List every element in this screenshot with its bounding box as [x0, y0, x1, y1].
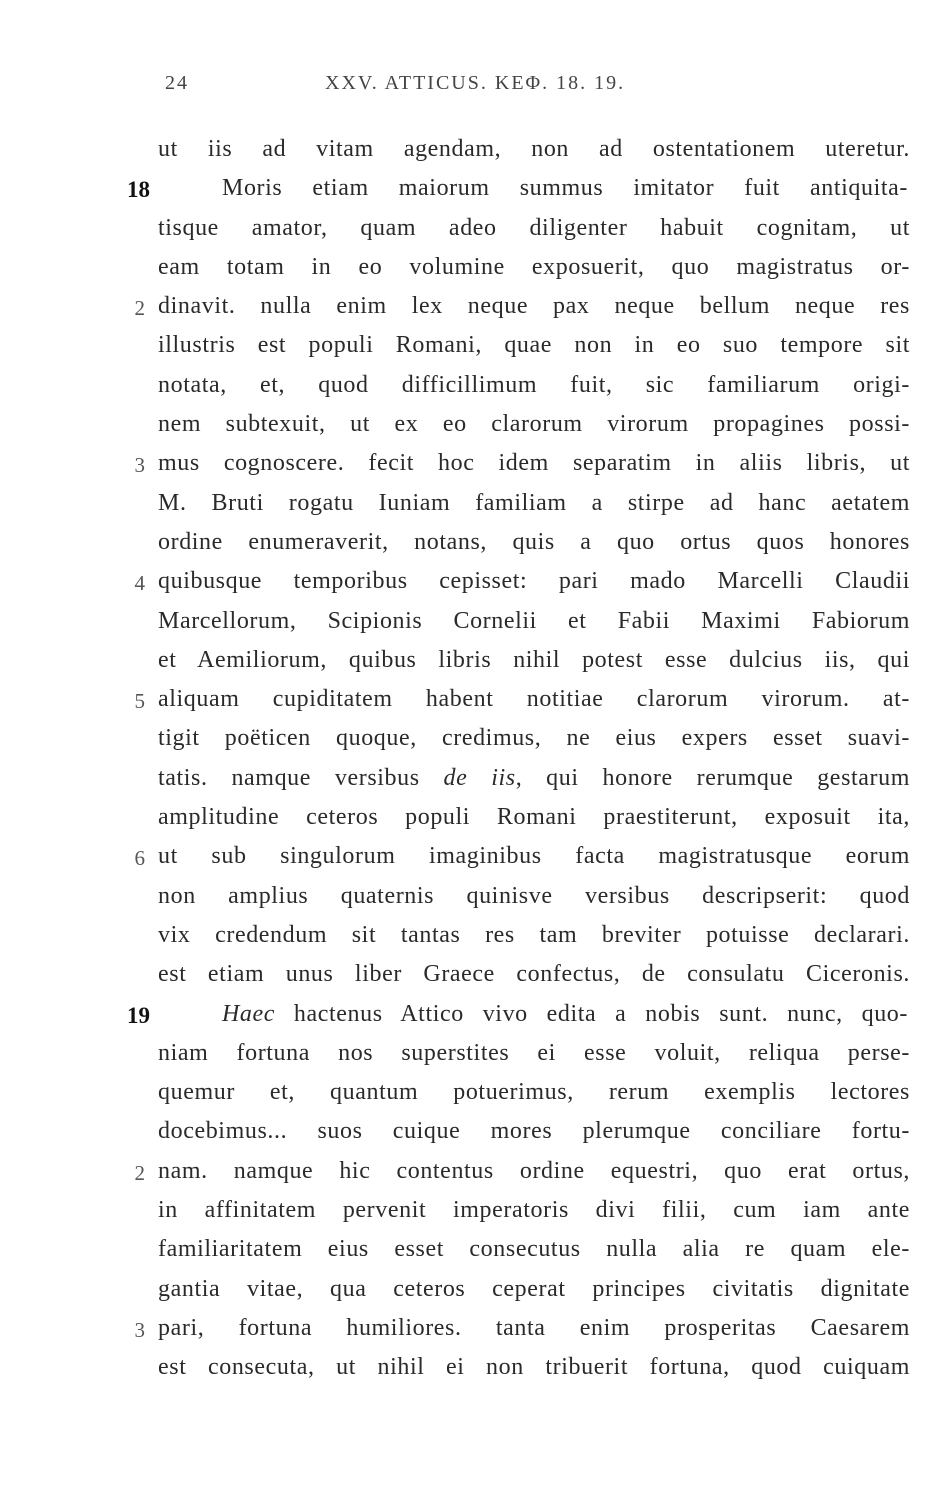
line-text: in affinitatem pervenit imperatoris divi filii, cum iam ante — [158, 1197, 910, 1224]
text-line — [0, 328, 947, 367]
line-text: nam. namque hic contentus ordine equestri, quo erat ortus, — [158, 1157, 910, 1184]
text-line — [0, 1232, 947, 1271]
section-number: 6 — [134, 846, 145, 871]
line-text: tigit poëticen quoque, credimus, ne eius expers esset suavi- — [158, 725, 910, 752]
section-number: 4 — [134, 571, 145, 596]
text-line — [0, 604, 947, 643]
text-line — [0, 997, 947, 1036]
section-number: 2 — [134, 1160, 145, 1185]
line-text: ut iis ad vitam agendam, non ad ostentationem uteretur. — [158, 136, 910, 162]
chapter-number: 19 — [127, 1002, 150, 1028]
text-line — [0, 250, 947, 289]
line-text: amplitudine ceteros populi Romani praestiterunt, exposuit ita, — [158, 804, 910, 831]
text-line — [0, 171, 947, 210]
section-number: 5 — [134, 689, 145, 714]
text-line — [0, 486, 947, 525]
line-text: M. Bruti rogatu Iuniam familiam a stirpe ad hanc aetatem — [158, 489, 910, 516]
text-line — [0, 289, 947, 328]
text-line — [0, 879, 947, 918]
text-line — [0, 1114, 947, 1153]
text-line — [0, 918, 947, 957]
text-line — [0, 1272, 947, 1311]
text-line — [0, 368, 947, 407]
text-line — [0, 800, 947, 839]
text-line — [0, 211, 947, 250]
line-text: eam totam in eo volumine exposuerit, quo magistratus or- — [158, 253, 910, 280]
line-text: gantia vitae, qua ceteros ceperat principes civitatis dignitate — [158, 1275, 910, 1302]
line-text-before: tatis. namque versibus — [158, 764, 444, 791]
text-line — [0, 1193, 947, 1232]
running-head — [165, 72, 725, 102]
line-text: notata, et, quod difficillimum fuit, sic familiarum origi- — [158, 371, 910, 398]
text-body — [0, 132, 947, 1390]
line-text: nem subtexuit, ut ex eo clarorum virorum propagines possi- — [158, 411, 910, 438]
text-line — [0, 407, 947, 446]
line-text: est etiam unus liber Graece confectus, de consulatu Ciceronis. — [158, 961, 910, 988]
line-text: non amplius quaternis quinisve versibus descripserit: quod — [158, 882, 910, 909]
text-line — [0, 446, 947, 485]
line-text — [158, 761, 910, 795]
line-text-after: , qui honore rerumque gestarum — [515, 764, 910, 791]
text-line — [0, 1036, 947, 1075]
section-number: 3 — [134, 1317, 145, 1342]
line-text: ut sub singulorum imaginibus facta magistratusque eorum — [158, 843, 910, 870]
text-line — [0, 682, 947, 721]
line-text-rest: hactenus Attico vivo edita a nobis sunt. nunc, quo- — [275, 1000, 908, 1027]
line-text: vix credendum sit tantas res tam breviter potuisse declarari. — [158, 921, 910, 948]
line-text: illustris est populi Romani, quae non in eo suo tempore sit — [158, 332, 910, 359]
line-text: est consecuta, ut nihil ei non tribuerit fortuna, quod cuiquam — [158, 1354, 910, 1381]
text-line — [0, 564, 947, 603]
text-line — [0, 839, 947, 878]
text-line — [0, 1075, 947, 1114]
line-text: Moris etiam maiorum summus imitator fuit antiquita- — [222, 175, 908, 202]
italic-lead: Haec — [222, 1000, 276, 1027]
running-title: XXV. ATTICUS. ΚΕΦ. 18. 19. — [325, 72, 626, 94]
chapter-number: 18 — [127, 177, 150, 203]
line-text: tisque amator, quam adeo diligenter habuit cognitam, ut — [158, 214, 910, 241]
section-number: 3 — [134, 453, 145, 478]
line-text: pari, fortuna humiliores. tanta enim prosperitas Caesarem — [158, 1314, 910, 1341]
text-line — [0, 761, 947, 800]
text-line — [0, 643, 947, 682]
line-text: niam fortuna nos superstites ei esse voluit, reliqua perse- — [158, 1039, 910, 1066]
text-line — [0, 957, 947, 996]
text-line — [0, 132, 947, 171]
line-text: ordine enumeraverit, notans, quis a quo ortus quos honores — [158, 528, 910, 555]
line-text — [222, 997, 908, 1031]
line-text: aliquam cupiditatem habent notitiae clarorum virorum. at- — [158, 686, 910, 713]
text-line — [0, 1350, 947, 1389]
italic-phrase: de iis — [443, 764, 516, 791]
line-text: Marcellorum, Scipionis Cornelii et Fabii Maximi Fabiorum — [158, 607, 910, 634]
text-line — [0, 721, 947, 760]
line-text: dinavit. nulla enim lex neque pax neque bellum neque res — [158, 293, 910, 320]
section-number: 2 — [134, 296, 145, 321]
line-text: quemur et, quantum potuerimus, rerum exemplis lectores — [158, 1079, 910, 1106]
line-text: et Aemiliorum, quibus libris nihil potest esse dulcius iis, qui — [158, 646, 910, 673]
text-line — [0, 1311, 947, 1350]
page-number: 24 — [165, 72, 189, 94]
line-text: mus cognoscere. fecit hoc idem separatim in aliis libris, ut — [158, 450, 910, 477]
line-text: quibusque temporibus cepisset: pari mado Marcelli Claudii — [158, 568, 910, 595]
text-line — [0, 1154, 947, 1193]
text-line — [0, 525, 947, 564]
line-text: familiaritatem eius esset consecutus nulla alia re quam ele- — [158, 1236, 910, 1263]
line-text: docebimus... suos cuique mores plerumque conciliare fortu- — [158, 1118, 910, 1145]
